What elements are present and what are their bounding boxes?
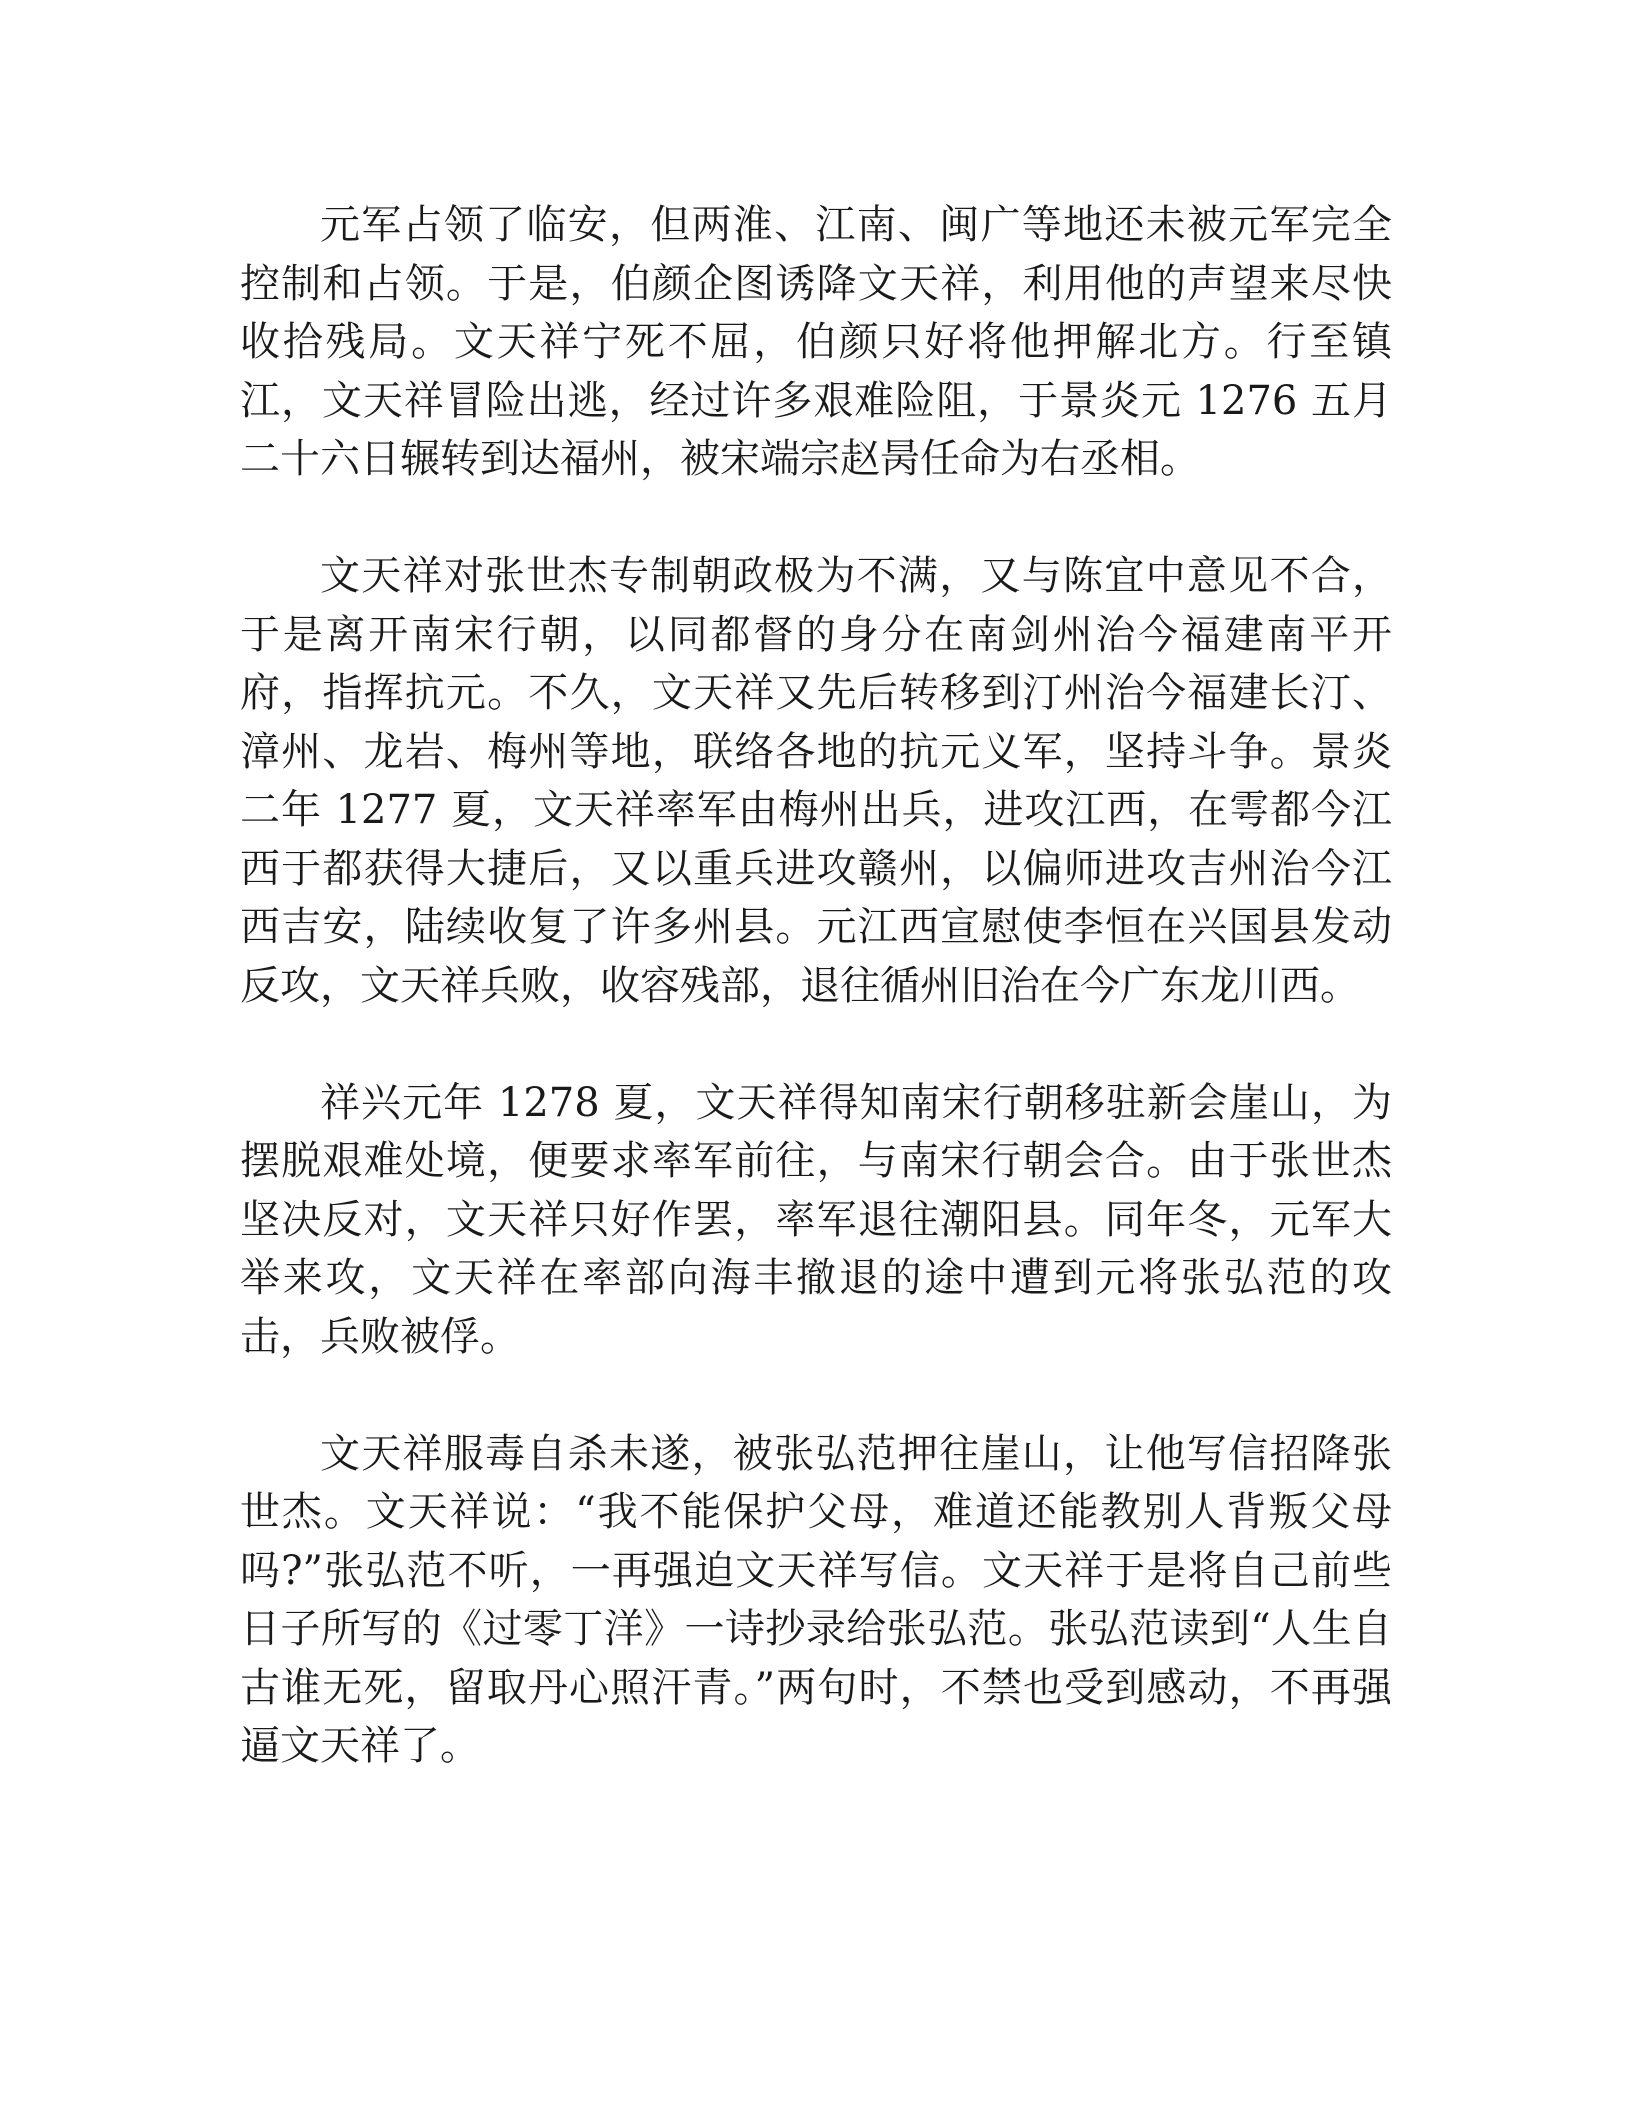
paragraph-3: 祥兴元年 1278 夏，文天祥得知南宋行朝移驻新会崖山，为摆脱艰难处境，便要求率军前往，与南宋行朝会合。由于张世杰坚决反对，文天祥只好作罢，率军退往潮阳县。同年冬，元军大举来攻，文天祥在率部向海丰撤退的途中遭到元将张弘范的攻击，兵败被俘。 <box>240 1079 1392 1360</box>
paragraph-2: 文天祥对张世杰专制朝政极为不满，又与陈宜中意见不合，于是离开南宋行朝，以同都督的身分在南剑州治今福建南平开府，指挥抗元。不久，文天祥又先后转移到汀州治今福建长汀、漳州、龙岩、梅州等地，联络各地的抗元义军，坚持斗争。景炎二年 1277 夏，文天祥率军由梅州出兵，进攻江西，在雩都今江西于都获得大捷后，又以重兵进攻赣州，以偏师进攻吉州治今江西吉安，陆续收复了许多州县。元江西宣慰使李恒在兴国县发动反攻，文天祥兵败，收容残部，退往循州旧治在今广东龙川西。 <box>240 553 1392 1009</box>
paragraph-1: 元军占领了临安，但两淮、江南、闽广等地还未被元军完全控制和占领。于是，伯颜企图诱降文天祥，利用他的声望来尽快收拾残局。文天祥宁死不屈，伯颜只好将他押解北方。行至镇江，文天祥冒险出逃，经过许多艰难险阻，于景炎元 1276 五月二十六日辗转到达福州，被宋端宗赵昺任命为右丞相。 <box>240 202 1392 482</box>
paragraph-4: 文天祥服毒自杀未遂，被张弘范押往崖山，让他写信招降张世杰。文天祥说：“我不能保护父母，难道还能教别人背叛父母吗?”张弘范不听，一再强迫文天祥写信。文天祥于是将自己前些日子所写的《过零丁洋》一诗抄录给张弘范。张弘范读到“人生自古谁无死，留取丹心照汗青。”两句时，不禁也受到感动，不再强逼文天祥了。 <box>240 1430 1392 1769</box>
document-body <box>240 196 1392 1834</box>
